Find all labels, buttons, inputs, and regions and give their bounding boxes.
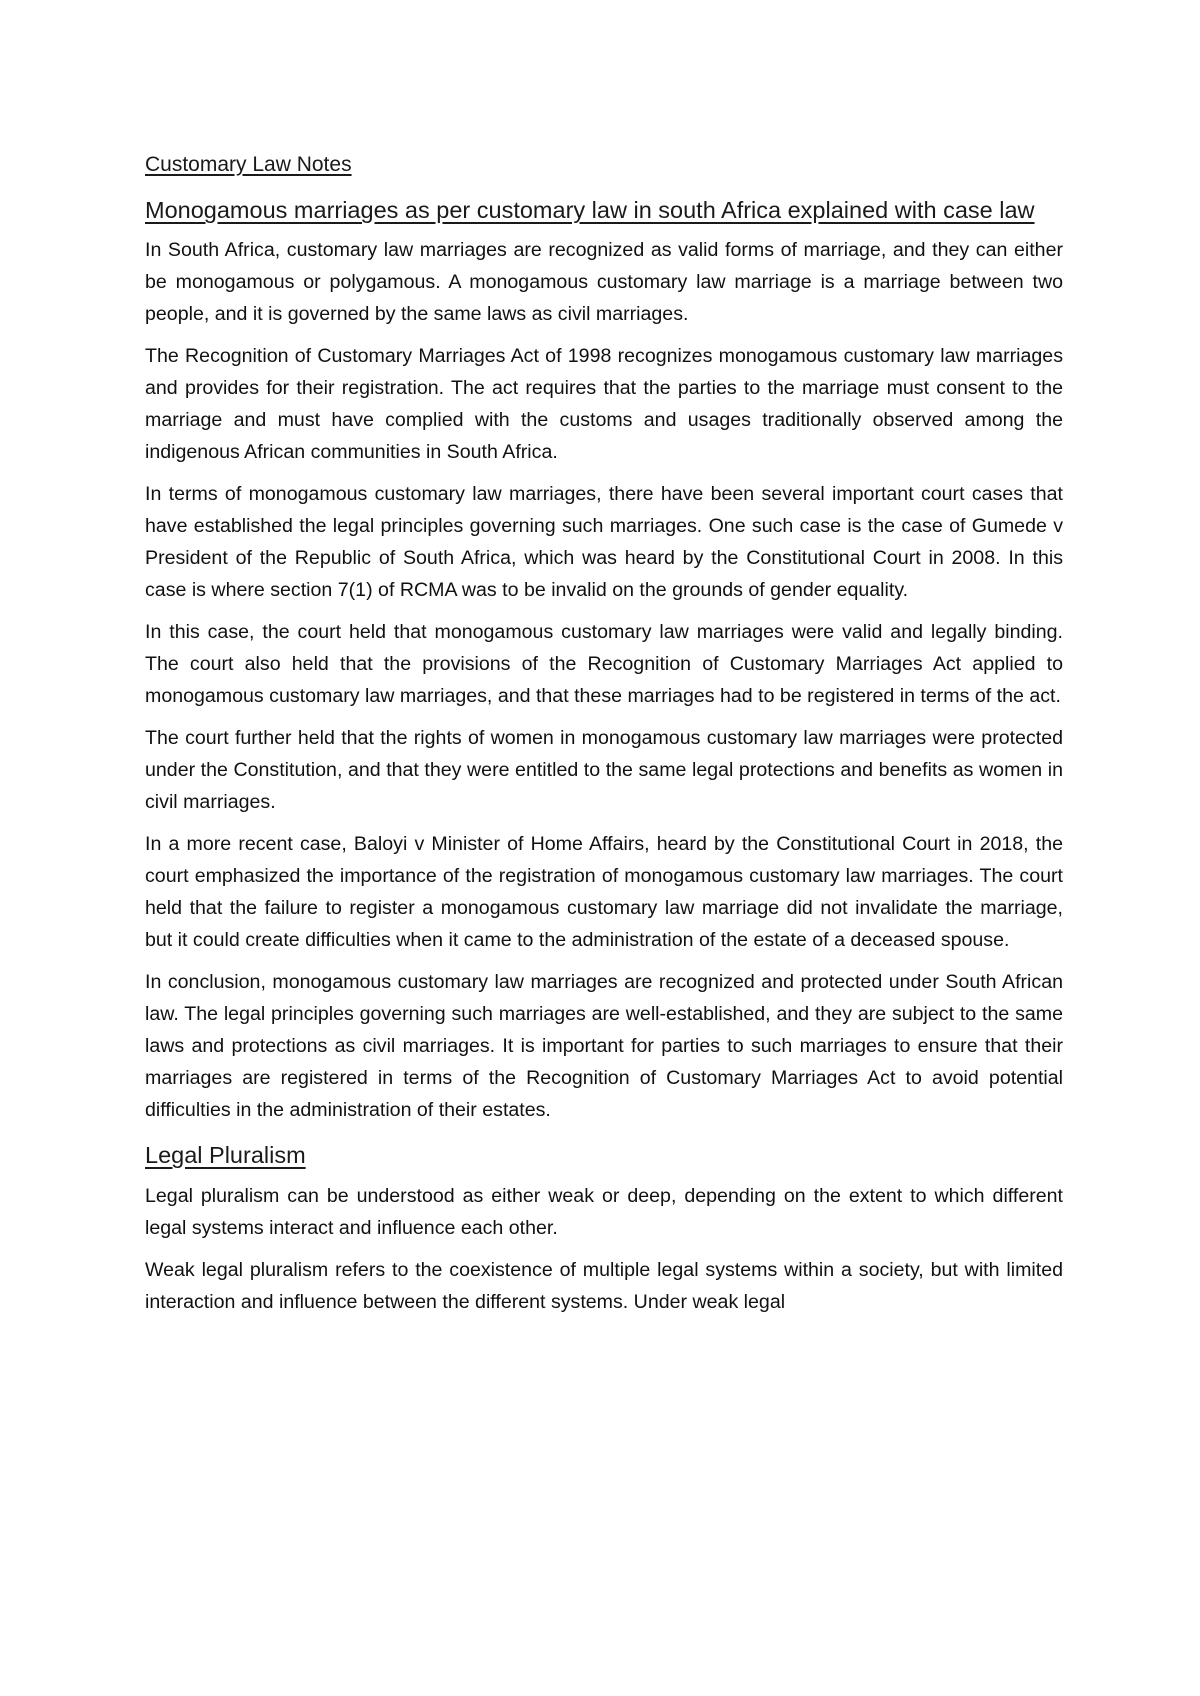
paragraph-intro: In South Africa, customary law marriages are recognized as valid forms of marriage, and they can either be monogamous or polygamous. A monogamous customary law marriage is a marriage between two people, and it is governed by the same laws as civil marriages. [145,239,1063,325]
document-title: Customary Law Notes [145,153,352,176]
paragraph-court-held: In this case, the court held that monogamous customary law marriages were valid and legally binding. The court also held that the provisions of the Recognition of Customary Marriages Act applied to monogamous customary law marriages, and that these marriages had to be registered in terms of the act. [145,621,1063,707]
paragraph-baloyi-case: In a more recent case, Baloyi v Minister of Home Affairs, heard by the Constitutional Court in 2018, the court emphasized the importance of the registration of monogamous customary law marriages. The court held that the failure to register a monogamous customary law marriage did not invalidate the marriage, but it could create difficulties when it came to the administration of the estate of a deceased spouse. [145,833,1063,951]
section-heading-legal-pluralism: Legal Pluralism [145,1142,306,1168]
paragraph-pluralism-intro: Legal pluralism can be understood as either weak or deep, depending on the extent to which different legal systems interact and influence each other. [145,1185,1063,1239]
paragraph-women-rights: The court further held that the rights of women in monogamous customary law marriages were protected under the Constitution, and that they were entitled to the same legal protections and benefits as women in civil marriages. [145,727,1063,813]
document-page [145,150,1063,1328]
document-subtitle: Monogamous marriages as per customary law in south Africa explained with case law [145,197,1035,223]
paragraph-weak-pluralism: Weak legal pluralism refers to the coexistence of multiple legal systems within a society, but with limited interaction and influence between the different systems. Under weak legal [145,1259,1063,1313]
paragraph-gumede-case: In terms of monogamous customary law marriages, there have been several important court cases that have established the legal principles governing such marriages. One such case is the case of Gumede v President of the Republic of South Africa, which was heard by the Constitutional Court in 2008. In this case is where section 7(1) of RCMA was to be invalid on the grounds of gender equality. [145,483,1063,601]
paragraph-rcma: The Recognition of Customary Marriages Act of 1998 recognizes monogamous customary law marriages and provides for their registration. The act requires that the parties to the marriage must consent to the marriage and must have complied with the customs and usages traditionally observed among the indigenous African communities in South Africa. [145,345,1063,463]
paragraph-conclusion: In conclusion, monogamous customary law marriages are recognized and protected under South African law. The legal principles governing such marriages are well-established, and they are subject to the same laws and protections as civil marriages. It is important for parties to such marriages to ensure that their marriages are registered in terms of the Recognition of Customary Marriages Act to avoid potential difficulties in the administration of their estates. [145,971,1063,1121]
